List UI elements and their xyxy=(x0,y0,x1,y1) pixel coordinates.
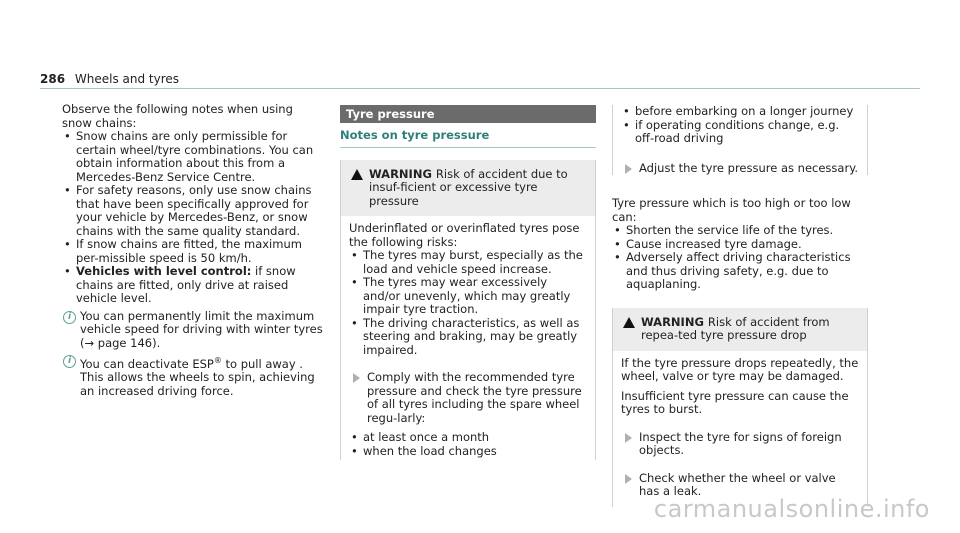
warning-body-text: Underinflated or overinflated tyres pose the following risks: xyxy=(349,221,580,249)
page-header xyxy=(40,72,179,86)
step-arrow-icon xyxy=(625,433,632,443)
note-esp xyxy=(62,354,324,398)
snow-chains-list xyxy=(62,130,324,306)
warning-text: Risk of accident due to insuf-ficient or excessive tyre pressure xyxy=(369,166,568,208)
note-speed-limit xyxy=(62,310,324,351)
list-item: • Snow chains are only permissible for certain wheel/tyre combinations. You can obtain information about this from a Mercedes-Benz Service Centre. xyxy=(62,130,324,184)
list-item: • before embarking on a longer journey xyxy=(621,105,859,119)
list-item: • Shorten the service life of the tyres. xyxy=(612,224,868,238)
warning-word: WARNING xyxy=(369,166,432,181)
list-item: • when the load changes xyxy=(349,445,587,459)
warning-triangle-icon xyxy=(351,169,363,180)
note-text-a: You can deactivate ESP xyxy=(80,356,214,371)
warning-box xyxy=(612,308,868,507)
check-occasions-cont-list xyxy=(621,105,859,146)
check-occasions-list xyxy=(349,431,587,458)
list-item: • Adversely affect driving characteristics and thus driving safety, e.g. due to aquaplaning. xyxy=(612,251,868,292)
step-arrow-icon xyxy=(625,474,632,484)
section-heading: Tyre pressure xyxy=(340,105,596,123)
warning-body-text: Insufficient tyre pressure can cause the tyres to burst. xyxy=(621,388,849,416)
note-text: You can permanently limit the maximum vehicle speed for driving with winter tyres (→ page 146). xyxy=(80,308,323,350)
list-item: • if operating conditions change, e.g. off-road driving xyxy=(621,119,859,146)
warning-triangle-icon xyxy=(623,317,635,328)
warning-body xyxy=(341,216,595,460)
step-text: Inspect the tyre for signs of foreign objects. xyxy=(639,429,842,457)
warning-body-text: If the tyre pressure drops repeatedly, the wheel, valve or tyre may be damaged. xyxy=(621,355,859,383)
warning-risks-list xyxy=(349,249,587,357)
warning-header xyxy=(341,160,595,217)
subsection-heading: Notes on tyre pressure xyxy=(340,128,490,142)
pressure-effects-intro: Tyre pressure which is too high or too low can: xyxy=(612,196,851,224)
page-number: 286 xyxy=(40,72,66,86)
watermark: carmanualsonline.info xyxy=(653,495,930,523)
info-icon: i xyxy=(63,311,76,324)
step-text: Check whether the wheel or valve has a leak. xyxy=(639,470,836,498)
info-icon: i xyxy=(63,355,76,368)
warning-word: WARNING xyxy=(641,314,704,329)
warning-text: Risk of accident from repea-ted tyre pressure drop xyxy=(641,314,830,342)
warning-box xyxy=(340,160,596,461)
action-step xyxy=(621,162,859,176)
warning-body xyxy=(613,351,867,507)
action-step xyxy=(349,371,587,425)
column-tyre-pressure xyxy=(340,105,596,460)
section-title: Wheels and tyres xyxy=(74,72,180,86)
step-text: Adjust the tyre pressure as necessary. xyxy=(639,160,859,175)
list-item: • For safety reasons, only use snow chains that have been specifically approved for your vehicle by Mercedes-Benz, or snow chains with the same quality standard. xyxy=(62,184,324,238)
step-text: Comply with the recommended tyre pressure and check the tyre pressure of all tyres including the spare wheel regu-larly: xyxy=(367,370,582,425)
column-snow-chains xyxy=(62,103,324,398)
list-item: • The driving characteristics, as well as steering and braking, may be greatly impaired. xyxy=(349,317,587,358)
snow-chains-intro: Observe the following notes when using snow chains: xyxy=(62,102,293,130)
list-item xyxy=(62,265,324,306)
header-rule xyxy=(40,88,920,89)
list-item: • Cause increased tyre damage. xyxy=(612,238,868,252)
note-text-b: to pull away . This allows the wheels to spin, achieving an increased driving force. xyxy=(80,356,315,398)
list-item: • The tyres may wear excessively and/or unevenly, which may greatly impair tyre traction. xyxy=(349,276,587,317)
step-arrow-icon xyxy=(625,164,632,174)
column-tyre-pressure-cont xyxy=(612,105,868,507)
action-step xyxy=(621,431,859,458)
level-control-label: Vehicles with level control: xyxy=(76,264,252,278)
registered-mark: ® xyxy=(213,356,222,365)
list-item: • at least once a month xyxy=(349,431,587,445)
list-item: • If snow chains are fitted, the maximum per-missible speed is 50 km/h. xyxy=(62,238,324,265)
pressure-effects-list xyxy=(612,224,868,292)
step-arrow-icon xyxy=(353,373,360,383)
list-item: • The tyres may burst, especially as the load and vehicle speed increase. xyxy=(349,249,587,276)
level-control-text: if snow chains are fitted, only drive at raised vehicle level. xyxy=(76,264,296,305)
warning-continuation xyxy=(612,105,868,175)
warning-header xyxy=(613,308,867,351)
